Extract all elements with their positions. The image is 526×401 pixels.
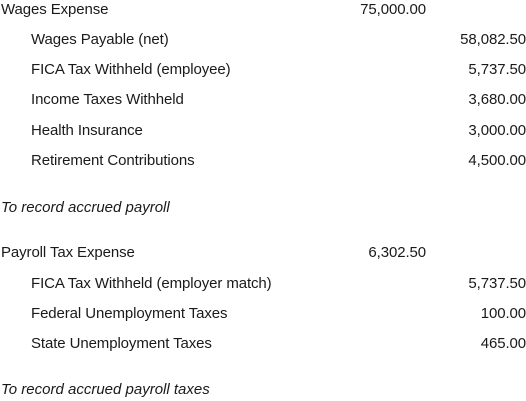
credit-amount: 3,680.00 — [468, 91, 526, 108]
debit-amount: 75,000.00 — [360, 1, 426, 18]
credit-account: Federal Unemployment Taxes — [31, 305, 228, 322]
credit-account: State Unemployment Taxes — [31, 335, 212, 352]
credit-account: Income Taxes Withheld — [31, 91, 184, 108]
credit-amount: 100.00 — [480, 305, 526, 322]
debit-amount: 6,302.50 — [368, 244, 426, 261]
credit-account: FICA Tax Withheld (employer match) — [31, 275, 272, 292]
credit-account: Retirement Contributions — [31, 152, 195, 169]
credit-amount: 58,082.50 — [460, 31, 526, 48]
credit-amount: 465.00 — [480, 335, 526, 352]
entry-memo: To record accrued payroll taxes — [1, 381, 210, 398]
debit-row-wages-expense — [0, 0, 526, 21]
credit-amount: 3,000.00 — [468, 122, 526, 139]
credit-row-state-unemployment — [0, 333, 526, 355]
credit-amount: 5,737.50 — [468, 275, 526, 292]
debit-account: Payroll Tax Expense — [1, 244, 135, 261]
debit-row-payroll-tax-expense — [0, 242, 526, 264]
credit-row-fica-employee — [0, 59, 526, 81]
credit-account: Wages Payable (net) — [31, 31, 169, 48]
credit-row-retirement-contributions — [0, 150, 526, 172]
credit-account: FICA Tax Withheld (employee) — [31, 61, 231, 78]
entry-memo: To record accrued payroll — [1, 199, 170, 216]
credit-row-wages-payable — [0, 29, 526, 51]
credit-amount: 5,737.50 — [468, 61, 526, 78]
credit-amount: 4,500.00 — [468, 152, 526, 169]
credit-row-federal-unemployment — [0, 303, 526, 325]
credit-row-income-taxes-withheld — [0, 89, 526, 111]
debit-account: Wages Expense — [1, 1, 109, 18]
credit-row-fica-employer-match — [0, 273, 526, 295]
credit-row-health-insurance — [0, 120, 526, 142]
credit-account: Health Insurance — [31, 122, 143, 139]
